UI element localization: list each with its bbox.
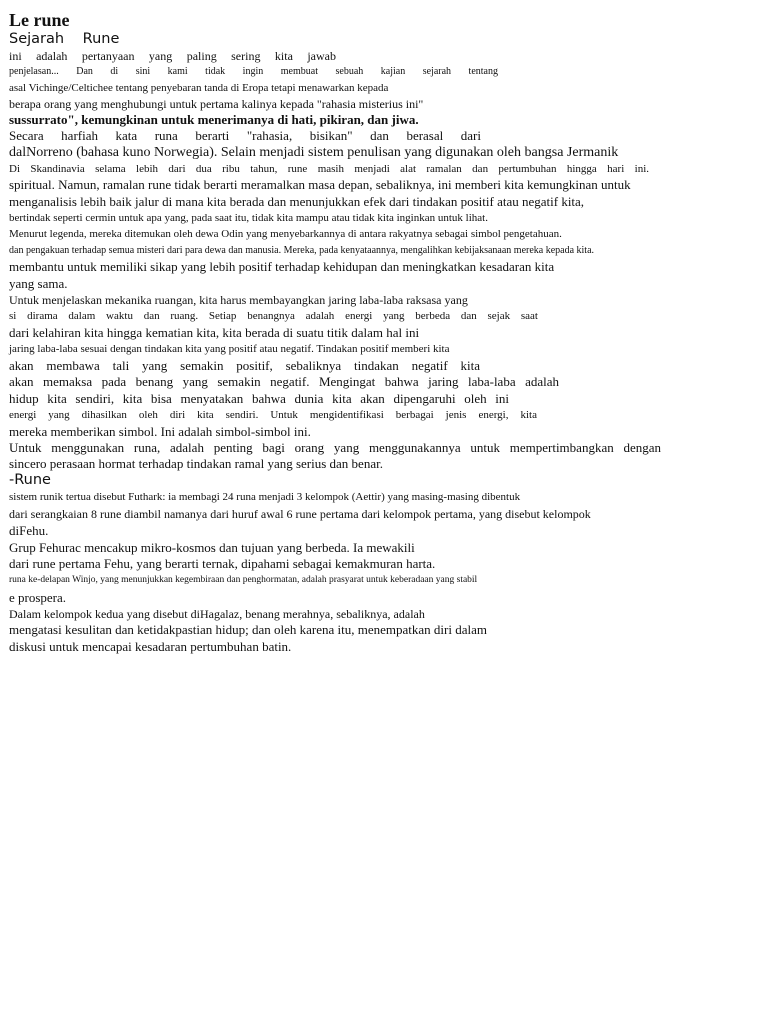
text-line: e prospera.: [9, 590, 67, 605]
text-line: hidup kita sendiri, kita bisa menyatakan bahwa dunia kita akan dipengaruhi oleh ini: [9, 391, 509, 406]
text-line: akan membawa tali yang semakin positif, sebaliknya tindakan negatif kita: [9, 358, 480, 373]
section-heading-sejarah: Sejarah Rune: [9, 31, 120, 47]
text-line: jaring laba-laba sesuai dengan tindakan kita yang positif atau negatif. Tindakan positif memberi kita: [9, 343, 450, 355]
text-line: dari kelahiran kita hingga kematian kita, kita berada di suatu titik dalam hal ini: [9, 325, 420, 340]
text-line: diFehu.: [9, 523, 49, 538]
text-line: akan memaksa pada benang yang semakin negatif. Mengingat bahwa jaring laba-laba adalah: [9, 374, 559, 389]
text-line: energi yang dihasilkan oleh diri kita sendiri. Untuk mengidentifikasi berbagai jenis energi, kita: [9, 409, 537, 421]
text-line: diskusi untuk mencapai kesadaran pertumbuhan batin.: [9, 639, 292, 654]
text-line: berapa orang yang menghubungi untuk pertama kalinya kepada "rahasia misterius ini": [9, 97, 424, 111]
text-line: mengatasi kesulitan dan ketidakpastian hidup; dan oleh karena itu, menempatkan diri dalam: [9, 622, 487, 637]
document-title: Le rune: [9, 10, 70, 30]
text-line: Di Skandinavia selama lebih dari dua ribu tahun, rune masih menjadi alat ramalan dan pertumbuhan hingga hari ini.: [9, 163, 649, 175]
text-line: Untuk menjelaskan mekanika ruangan, kita harus membayangkan jaring laba-laba raksasa yang: [9, 293, 468, 307]
text-line: ini adalah pertanyaan yang paling sering kita jawab: [9, 49, 336, 63]
text-line: Menurut legenda, mereka ditemukan oleh dewa Odin yang menyebarkannya di antara rakyatnya sebagai simbol pengetahuan.: [9, 228, 562, 240]
text-line: bertindak seperti cermin untuk apa yang, pada saat itu, tidak kita mampu atau tidak kita inginkan untuk lihat.: [9, 212, 488, 224]
text-line: Untuk menggunakan runa, adalah penting bagi orang yang menggunakannya untuk mempertimbangkan dengan: [9, 440, 661, 455]
text-line: Grup Fehurac mencakup mikro-kosmos dan tujuan yang berbeda. Ia mewakili: [9, 540, 415, 555]
text-line: menganalisis lebih baik jalur di mana kita berada dan menunjukkan efek dari tindakan positif atau negatif kita,: [9, 194, 585, 209]
text-line: sincero perasaan hormat terhadap tindakan ramal yang serius dan benar.: [9, 456, 383, 471]
text-line: penjelasan... Dan di sini kami tidak ingin membuat sebuah kajian sejarah tentang: [9, 66, 498, 77]
document-page: [9, 10, 759, 655]
text-line: yang sama.: [9, 276, 68, 291]
text-line: membantu untuk memiliki sikap yang lebih positif terhadap kehidupan dan meningkatkan kesadaran kita: [9, 259, 555, 274]
text-line: runa ke-delapan Winjo, yang menunjukkan kegembiraan dan penghormatan, adalah prasyarat untuk keberadaan yang stabil: [9, 575, 478, 585]
text-line: spiritual. Namun, ramalan rune tidak berarti meramalkan masa depan, sebaliknya, ini memberi kita kemungkinan untuk: [9, 177, 631, 192]
text-line: sistem runik tertua disebut Futhark: ia membagi 24 runa menjadi 3 kelompok (Aettir) yang masing-masing dibentuk: [9, 491, 521, 503]
text-line: dari serangkaian 8 rune diambil namanya dari huruf awal 6 rune pertama dari kelompok pertama, yang disebut kelompok: [9, 507, 591, 521]
text-line: Secara harfiah kata runa berarti "rahasia, bisikan" dan berasal dari: [9, 128, 481, 143]
text-line: si dirama dalam waktu dan ruang. Setiap benangnya adalah energi yang berbeda dan sejak saat: [9, 310, 538, 322]
text-line: Dalam kelompok kedua yang disebut diHagalaz, benang merahnya, sebaliknya, adalah: [9, 607, 425, 621]
text-line: dari rune pertama Fehu, yang berarti ternak, dipahami sebagai kemakmuran harta.: [9, 556, 436, 571]
text-line: asal Vichinge/Celtichee tentang penyebaran tanda di Eropa tetapi menawarkan kepada: [9, 82, 389, 94]
text-line: sussurrato", kemungkinan untuk menerimanya di hati, pikiran, dan jiwa.: [9, 112, 419, 127]
section-heading-rune: -Rune: [9, 472, 51, 488]
text-line: dalNorreno (bahasa kuno Norwegia). Selain menjadi sistem penulisan yang digunakan oleh bangsa Jermanik: [9, 145, 619, 160]
text-line: dan pengakuan terhadap semua misteri dari para dewa dan manusia. Mereka, pada kenyataannya, mengalihkan kebijaksanaan mereka kepada kita.: [9, 245, 595, 256]
text-line: mereka memberikan simbol. Ini adalah simbol-simbol ini.: [9, 424, 311, 439]
